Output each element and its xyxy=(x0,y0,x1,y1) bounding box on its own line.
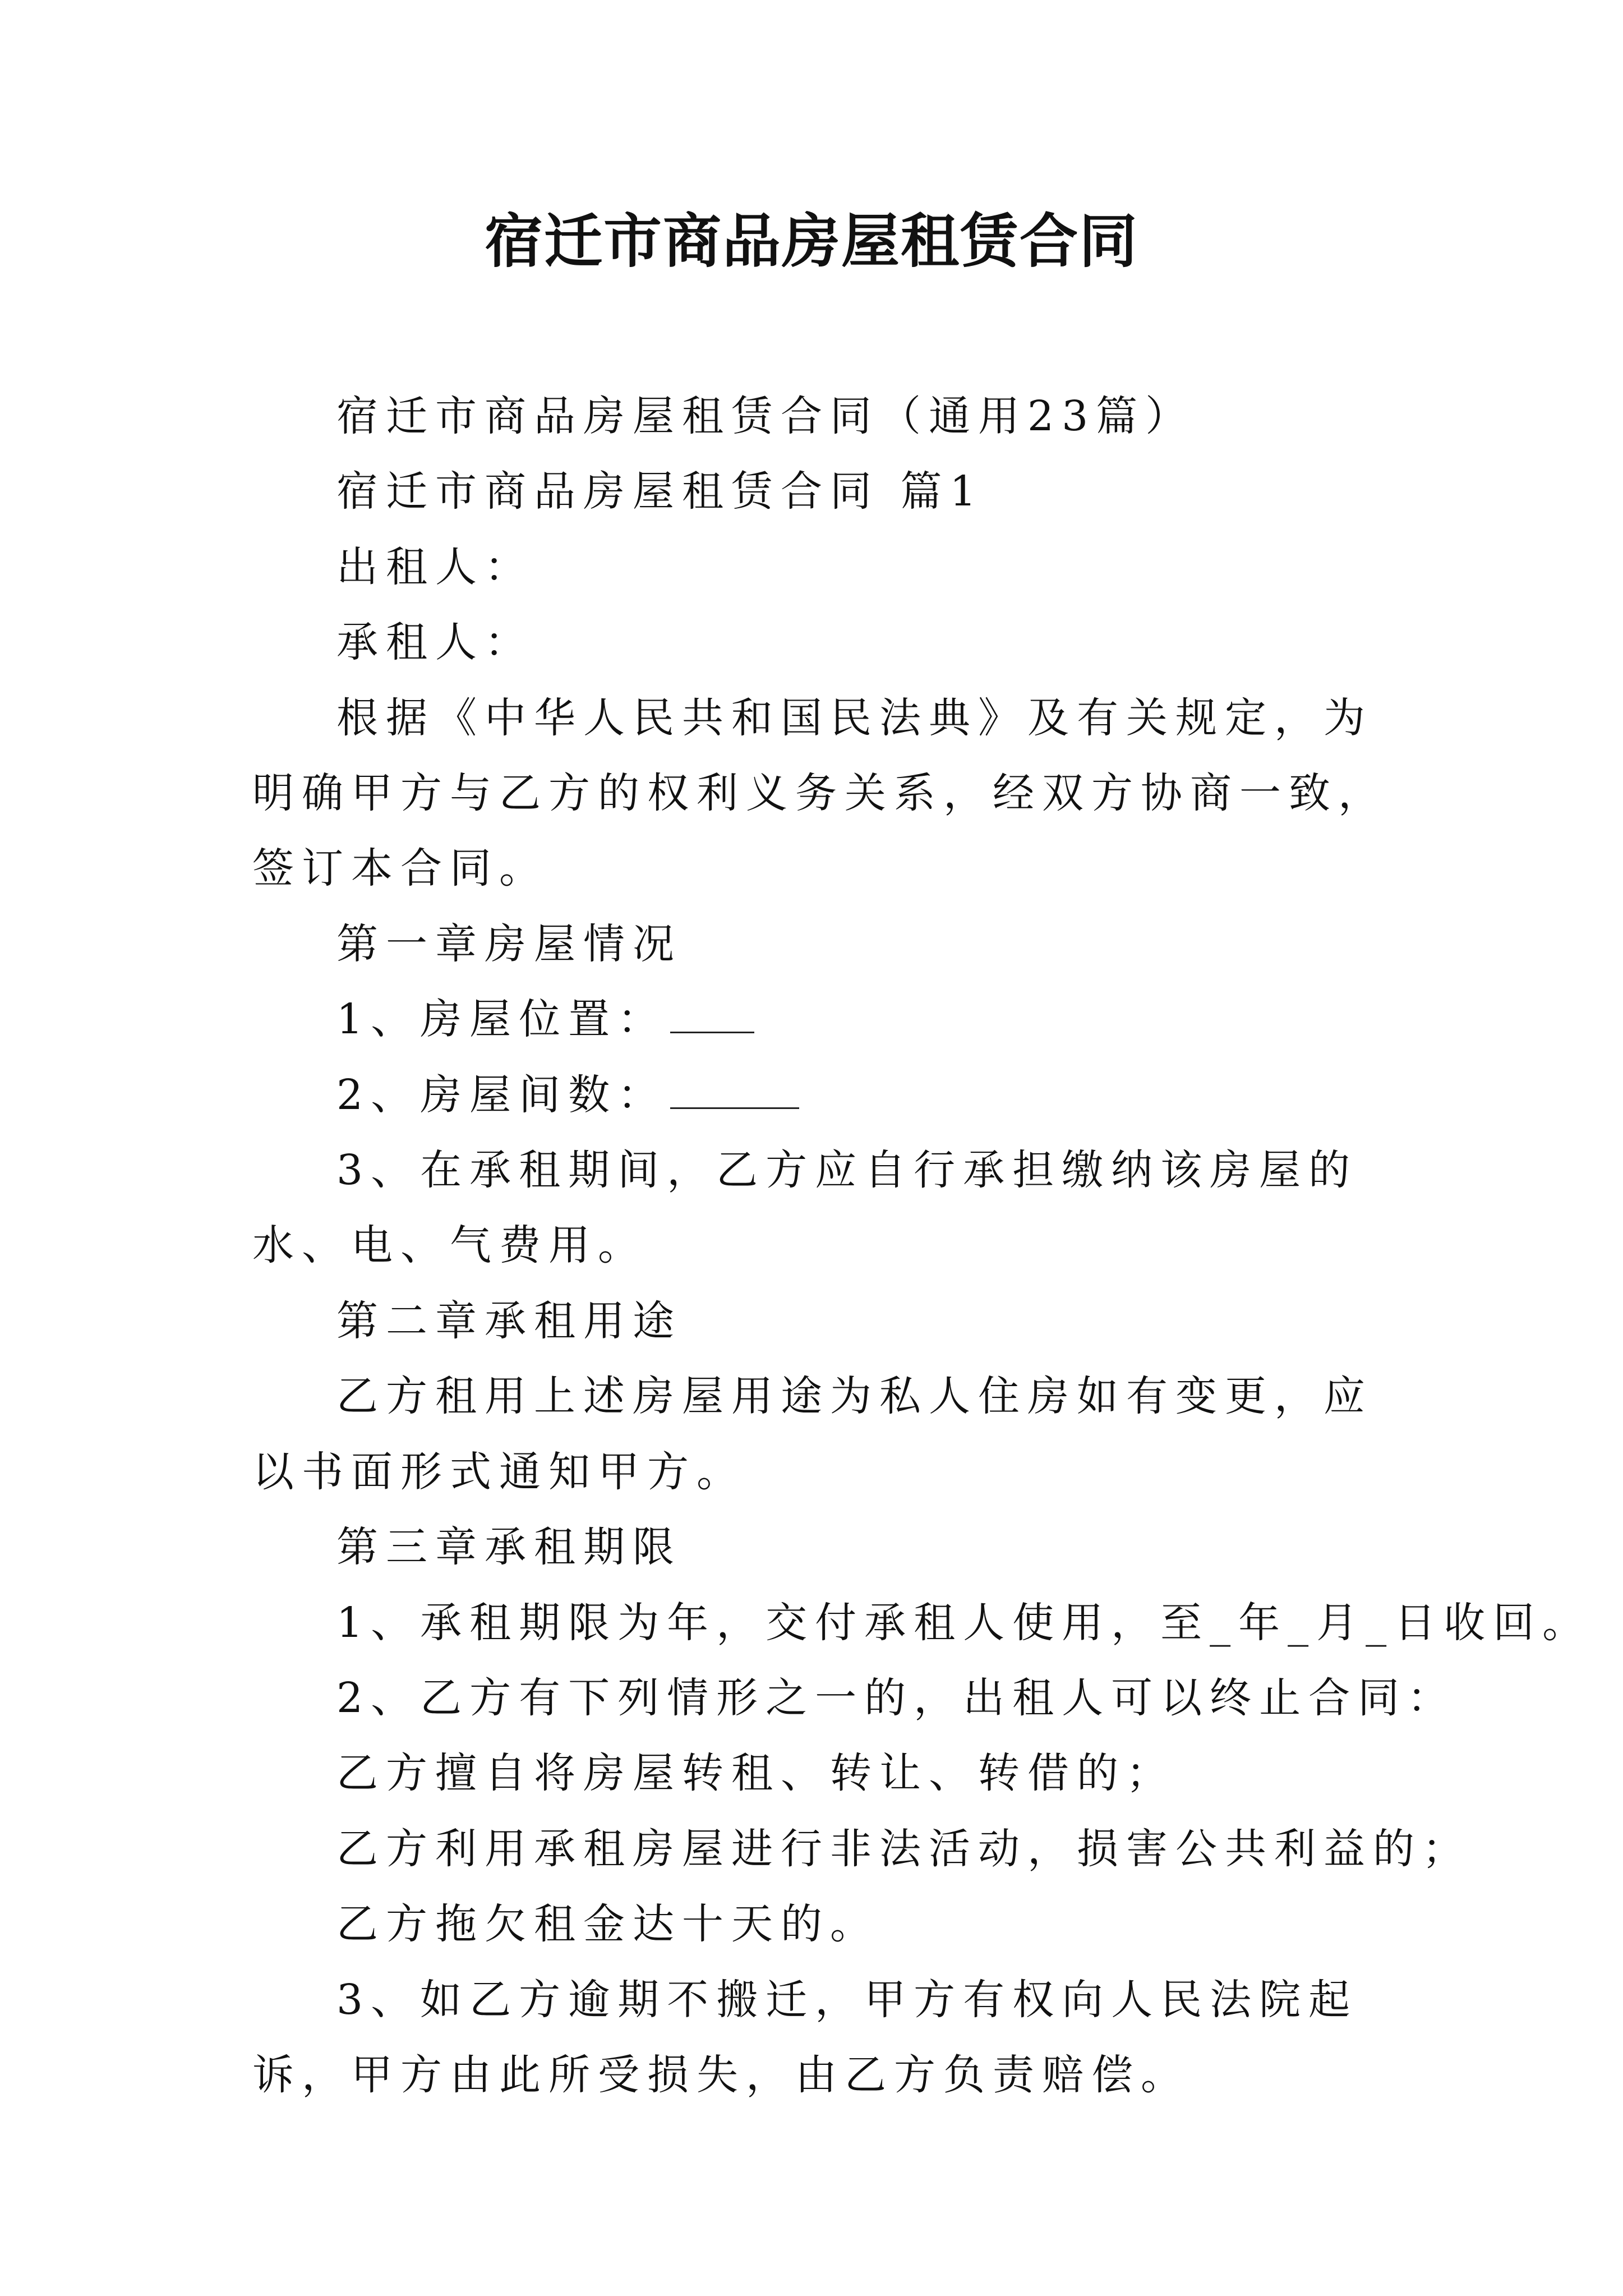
room-count-label: 2、房屋间数： xyxy=(336,1070,667,1119)
paragraph-term: 1、承租期限为年，交付承租人使用，至_年_月_日收回。 xyxy=(336,1598,1592,1647)
chapter-heading-1: 第一章房屋情况 xyxy=(336,919,682,968)
document-body xyxy=(252,379,1592,2113)
paragraph-utilities: 3、在承租期间，乙方应自行承担缴纳该房屋的水、电、气费用。 xyxy=(252,1146,1358,1270)
paragraph-termination: 2、乙方有下列情形之一的，出租人可以终止合同： xyxy=(336,1673,1457,1722)
document-title: 宿迁市商品房屋租赁合同 xyxy=(484,207,1138,275)
chapter-heading-2: 第二章承租用途 xyxy=(336,1296,682,1345)
house-location-blank xyxy=(670,997,754,1033)
paragraph-room-count xyxy=(252,1057,1408,1133)
chapter-heading-3: 第三章承租期限 xyxy=(336,1523,682,1572)
paragraph-usage: 乙方租用上述房屋用途为私人住房如有变更，应以书面形式通知甲方。 xyxy=(252,1372,1373,1496)
paragraph-sublet: 乙方擅自将房屋转租、转让、转借的； xyxy=(336,1749,1175,1798)
house-location-label: 1、房屋位置： xyxy=(336,995,667,1044)
paragraph-house-location xyxy=(252,982,1408,1057)
paragraph-eviction: 3、如乙方逾期不搬迁，甲方有权向人民法院起诉，甲方由此所受损失，由乙方负责赔偿。 xyxy=(252,1975,1358,2099)
paragraph-illegal-use: 乙方利用承租房屋进行非法活动，损害公共利益的； xyxy=(336,1824,1472,1873)
paragraph-part-heading: 宿迁市商品房屋租赁合同 篇1 xyxy=(336,467,984,516)
paragraph-subtitle: 宿迁市商品房屋租赁合同（通用23篇） xyxy=(336,392,1195,440)
paragraph-rent-arrears: 乙方拖欠租金达十天的。 xyxy=(336,1900,879,1949)
paragraph-preamble: 根据《中华人民共和国民法典》及有关规定，为明确甲方与乙方的权利义务关系，经双方协商一致，签订本合同。 xyxy=(252,693,1387,893)
room-count-blank xyxy=(670,1073,799,1109)
paragraph-lessee: 承租人： xyxy=(336,618,534,667)
paragraph-lessor: 出租人： xyxy=(336,542,534,591)
